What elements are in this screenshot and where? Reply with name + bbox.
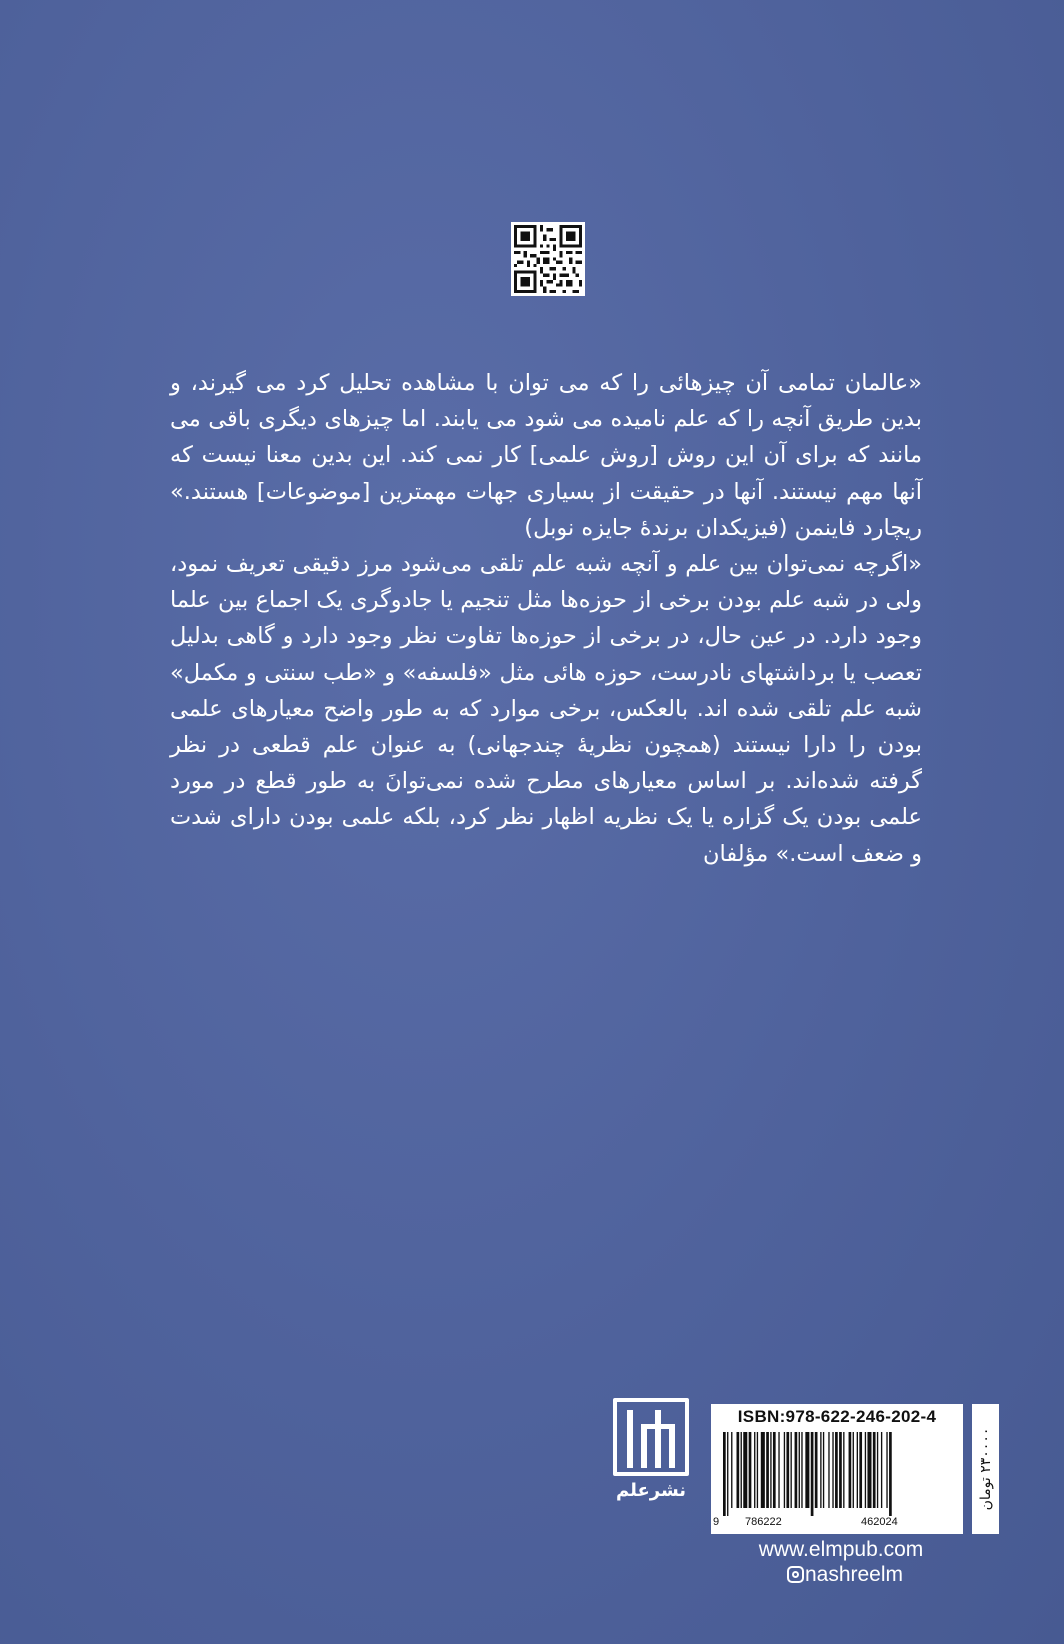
isbn-barcode-box — [711, 1404, 963, 1534]
quote-authors: «اگرچه نمی‌توان بین علم و آنچه شبه علم تلقی می‌شود مرز دقیقی تعریف نمود، ولی در شبه علم بودن برخی از حوزه‌ها مثل تنجیم یا جادوگری یک اجماع بین علما وجود دارد. در عین حال، در برخی از حوزه‌ها تفاوت نظر وجود دارد و گاهی بدلیل تعصب یا برداشتهای نادرست، حوزه هائی مثل «فلسفه» و «طب سنتی و مکمل» شبه علم تلقی شده اند. بالعکس، برخی موارد که به طور واضح معیارهای علمی بودن را دارا نیستند (همچون نظریهٔ چندجهانی) به عنوان علم قطعی در نظر گرفته شده‌اند. بر اساس معیارهای مطرح شده نمی‌توانَ به طور قطع در مورد علمی بودن یک گزاره یا یک نظریه اظهار نظر کرد، بلکه علمی بودن دارای شدت و ضعف است.» مؤلفان — [170, 551, 922, 867]
website-link[interactable]: www.elmpub.com — [758, 1538, 924, 1561]
barcode-digits-right: 462024 — [861, 1516, 898, 1528]
publisher-name: نشرعلم — [615, 1480, 687, 1501]
publisher-logo — [611, 1398, 691, 1508]
back-cover-quotes — [170, 365, 922, 872]
instagram-handle: nashreelm — [804, 1563, 904, 1586]
price-tag — [972, 1404, 999, 1534]
barcode-digits-left: 786222 — [745, 1516, 782, 1528]
price-label: ۲۳۰۰۰۰ تومان — [977, 1427, 994, 1511]
barcode-icon — [721, 1432, 953, 1516]
barcode-digits — [711, 1516, 963, 1532]
barcode-digit-first: 9 — [713, 1516, 720, 1528]
instagram-icon — [787, 1566, 804, 1583]
qr-code-icon — [514, 225, 582, 293]
qr-code[interactable] — [511, 222, 585, 296]
quote-feynman: «عالمان تمامی آن چیزهائی را که می توان با مشاهده تحلیل کرد می گیرند، و بدین طریق آنچه را که علم نامیده می شود می یابند. اما چیزهای دیگری باقی می مانند که برای آن این روش [روش علمی] کار نمی کند. این بدین معنا نیست که آنها مهم نیستند. آنها در حقیقت از بسیاری جهات مهمترین [موضوعات] هستند.» ریچارد فاینمن (فیزیکدان برندهٔ جایزه نوبل) — [170, 370, 922, 541]
publisher-mark-icon — [613, 1398, 689, 1476]
isbn-label: ISBN:978-622-246-202-4 — [737, 1407, 937, 1426]
instagram-link[interactable] — [730, 1563, 960, 1587]
